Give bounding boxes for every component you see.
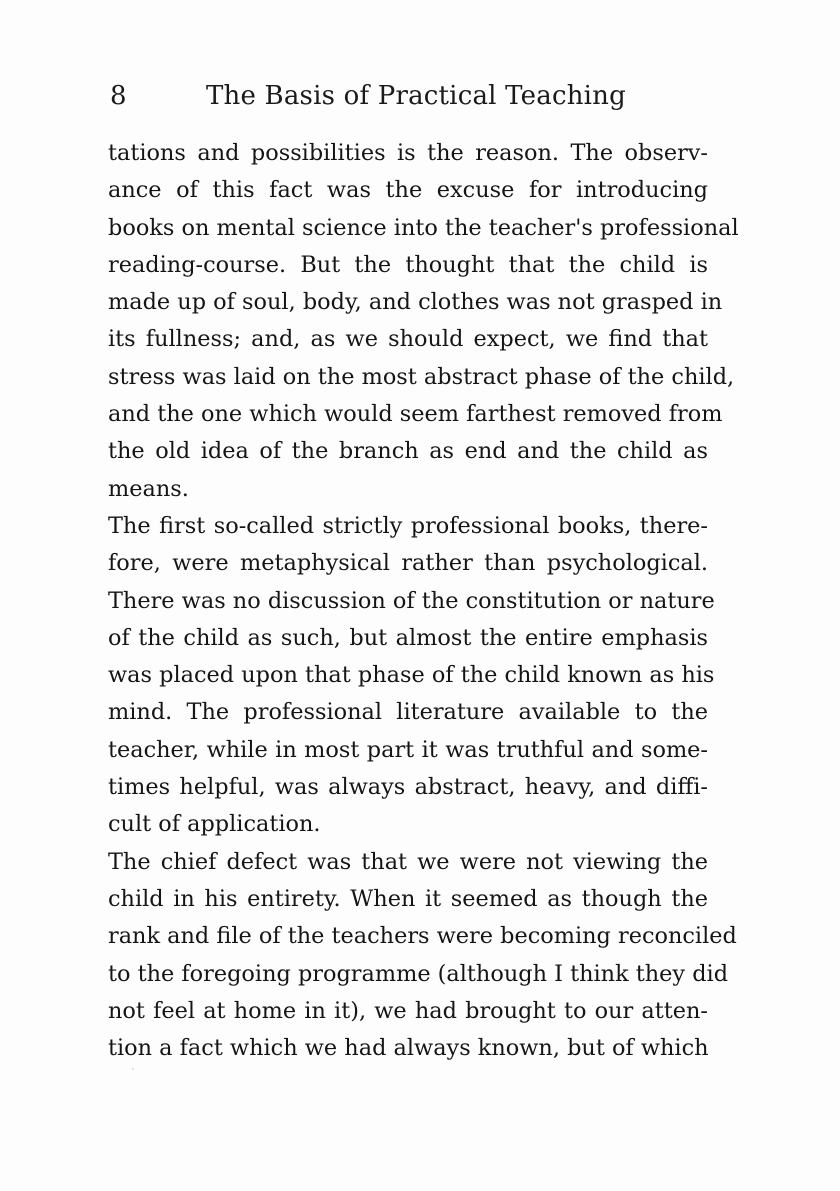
page-header bbox=[110, 78, 710, 114]
text-line: mind. The professional literature available to the bbox=[108, 699, 708, 726]
text-line: cult of application. bbox=[108, 811, 321, 838]
text-line: The chief defect was that we were not viewing the bbox=[108, 848, 708, 875]
text-line: stress was laid on the most abstract phase of the child, bbox=[108, 363, 735, 390]
text-line: reading-course. But the thought that the child is bbox=[108, 251, 708, 278]
text-line: The first so-called strictly professional books, there- bbox=[108, 512, 708, 539]
text-line: tion a fact which we had always known, but of which bbox=[108, 1035, 709, 1062]
running-title: The Basis of Practical Teaching bbox=[206, 81, 626, 111]
text-line: books on mental science into the teacher's professional bbox=[108, 214, 739, 241]
text-line: times helpful, was always abstract, heavy, and diffi- bbox=[108, 774, 708, 801]
text-line: There was no discussion of the constitution or nature bbox=[108, 587, 715, 614]
text-line: the old idea of the branch as end and the child as bbox=[108, 438, 708, 465]
paper-speck bbox=[132, 1068, 134, 1070]
text-line: tations and possibilities is the reason. The observ- bbox=[108, 140, 708, 166]
text-line: not feel at home in it), we had brought to our atten- bbox=[108, 997, 708, 1024]
text-line: child in his entirety. When it seemed as though the bbox=[108, 885, 708, 912]
text-line: was placed upon that phase of the child known as his bbox=[108, 662, 715, 689]
body-text bbox=[108, 135, 739, 1067]
text-line: and the one which would seem farthest removed from bbox=[108, 401, 723, 428]
text-line: its fullness; and, as we should expect, we find that bbox=[108, 326, 708, 353]
text-line: ance of this fact was the excuse for introducing bbox=[108, 177, 708, 204]
text-line: made up of soul, body, and clothes was not grasped in bbox=[108, 289, 723, 316]
text-line: fore, were metaphysical rather than psychological. bbox=[108, 550, 708, 577]
text-line: rank and file of the teachers were becoming reconciled bbox=[108, 923, 737, 950]
text-line: to the foregoing programme (although I think they did bbox=[108, 960, 729, 987]
text-line: means. bbox=[108, 475, 189, 502]
text-line: teacher, while in most part it was truthful and some- bbox=[108, 736, 708, 763]
text-line: of the child as such, but almost the entire emphasis bbox=[108, 624, 708, 651]
page-number: 8 bbox=[110, 81, 127, 111]
